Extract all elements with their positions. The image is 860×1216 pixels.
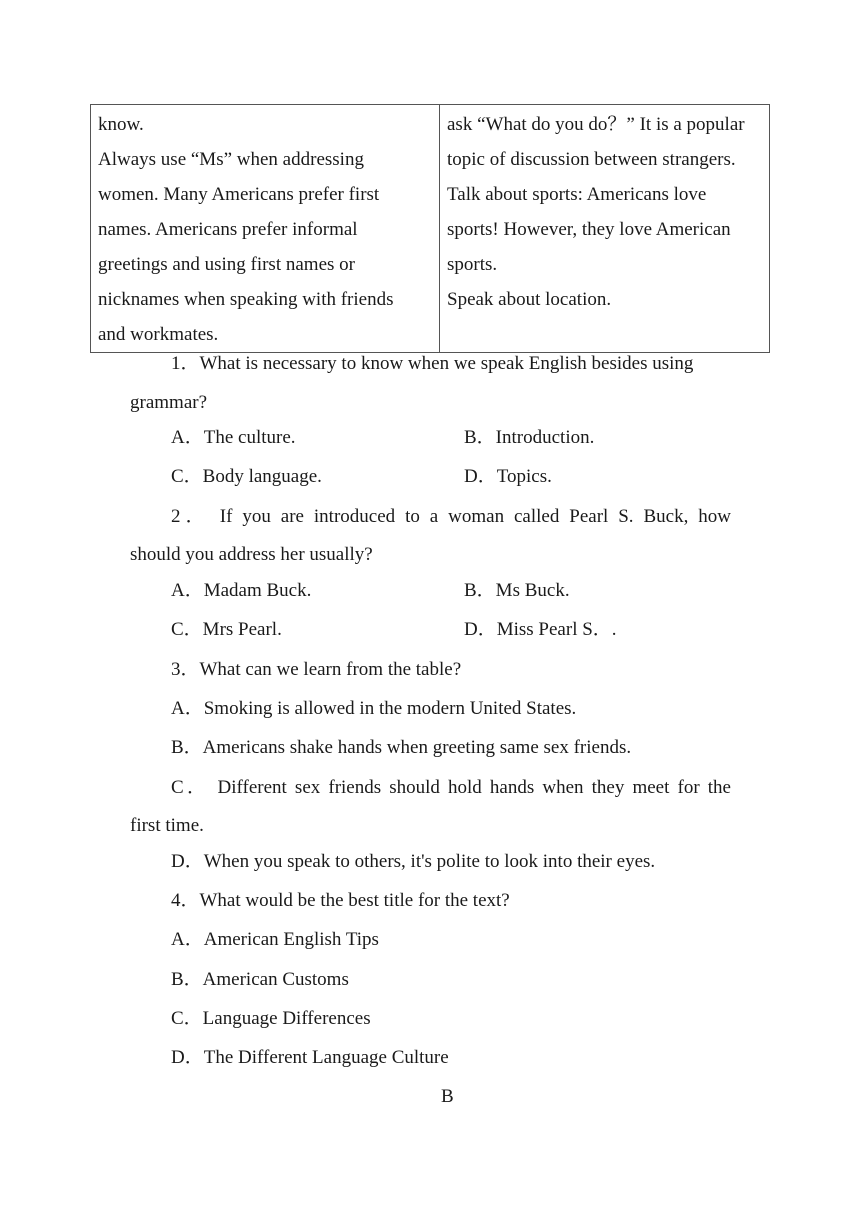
question-4-stem: 4．What would be the best title for the text? xyxy=(171,890,510,911)
table-text-line: and workmates. xyxy=(98,324,219,345)
table-text-line: topic of discussion between strangers. xyxy=(447,149,736,170)
table-row xyxy=(91,105,770,353)
question-2-option-c: C．Mrs Pearl. xyxy=(171,619,282,640)
question-2-option-d: D．Miss Pearl S．. xyxy=(464,619,617,640)
table-text-line: sports. xyxy=(447,254,498,275)
question-3-option-a: A．Smoking is allowed in the modern United States. xyxy=(171,698,577,719)
question-1-stem-continued: grammar? xyxy=(130,392,208,413)
question-4-option-a: A．American English Tips xyxy=(171,929,379,950)
table-text-line: sports! However, they love American xyxy=(447,219,731,240)
question-1-option-c: C．Body language. xyxy=(171,466,322,487)
question-3-option-c: C． Different sex friends should hold hands when they meet for the xyxy=(171,777,731,798)
table-text-line: ask “What do you do？” It is a popular xyxy=(447,114,745,135)
question-2-stem: 2． If you are introduced to a woman called Pearl S. Buck, how xyxy=(171,506,731,527)
question-3-option-d: D．When you speak to others, it's polite to look into their eyes. xyxy=(171,851,656,872)
question-1-option-b: B．Introduction. xyxy=(464,427,595,448)
table-text-line: women. Many Americans prefer first xyxy=(98,184,380,205)
table-cell-left xyxy=(91,105,440,353)
question-4-option-b: B．American Customs xyxy=(171,969,349,990)
question-3-option-b: B．Americans shake hands when greeting same sex friends. xyxy=(171,737,632,758)
table-cell-right xyxy=(440,105,770,353)
table-text-line: Talk about sports: Americans love xyxy=(447,184,707,205)
customs-table xyxy=(90,104,770,353)
table-text-line: nicknames when speaking with friends xyxy=(98,289,394,310)
question-3-option-c-continued: first time. xyxy=(130,815,204,836)
question-3-stem: 3．What can we learn from the table? xyxy=(171,659,462,680)
question-4-option-c: C．Language Differences xyxy=(171,1008,371,1029)
table-text-line: Speak about location. xyxy=(447,289,612,310)
table-text-line: names. Americans prefer informal xyxy=(98,219,358,240)
question-1-stem: 1．What is necessary to know when we speak English besides using xyxy=(171,353,694,374)
question-2-option-b: B．Ms Buck. xyxy=(464,580,570,601)
question-1-option-a: A．The culture. xyxy=(171,427,296,448)
question-2-option-a: A．Madam Buck. xyxy=(171,580,312,601)
question-4-option-d: D．The Different Language Culture xyxy=(171,1047,449,1068)
question-2-stem-continued: should you address her usually? xyxy=(130,544,373,565)
table-text-line: know. xyxy=(98,114,144,135)
section-label: B xyxy=(441,1086,454,1107)
question-1-option-d: D．Topics. xyxy=(464,466,552,487)
table-text-line: greetings and using first names or xyxy=(98,254,355,275)
table-text-line: Always use “Ms” when addressing xyxy=(98,149,364,170)
